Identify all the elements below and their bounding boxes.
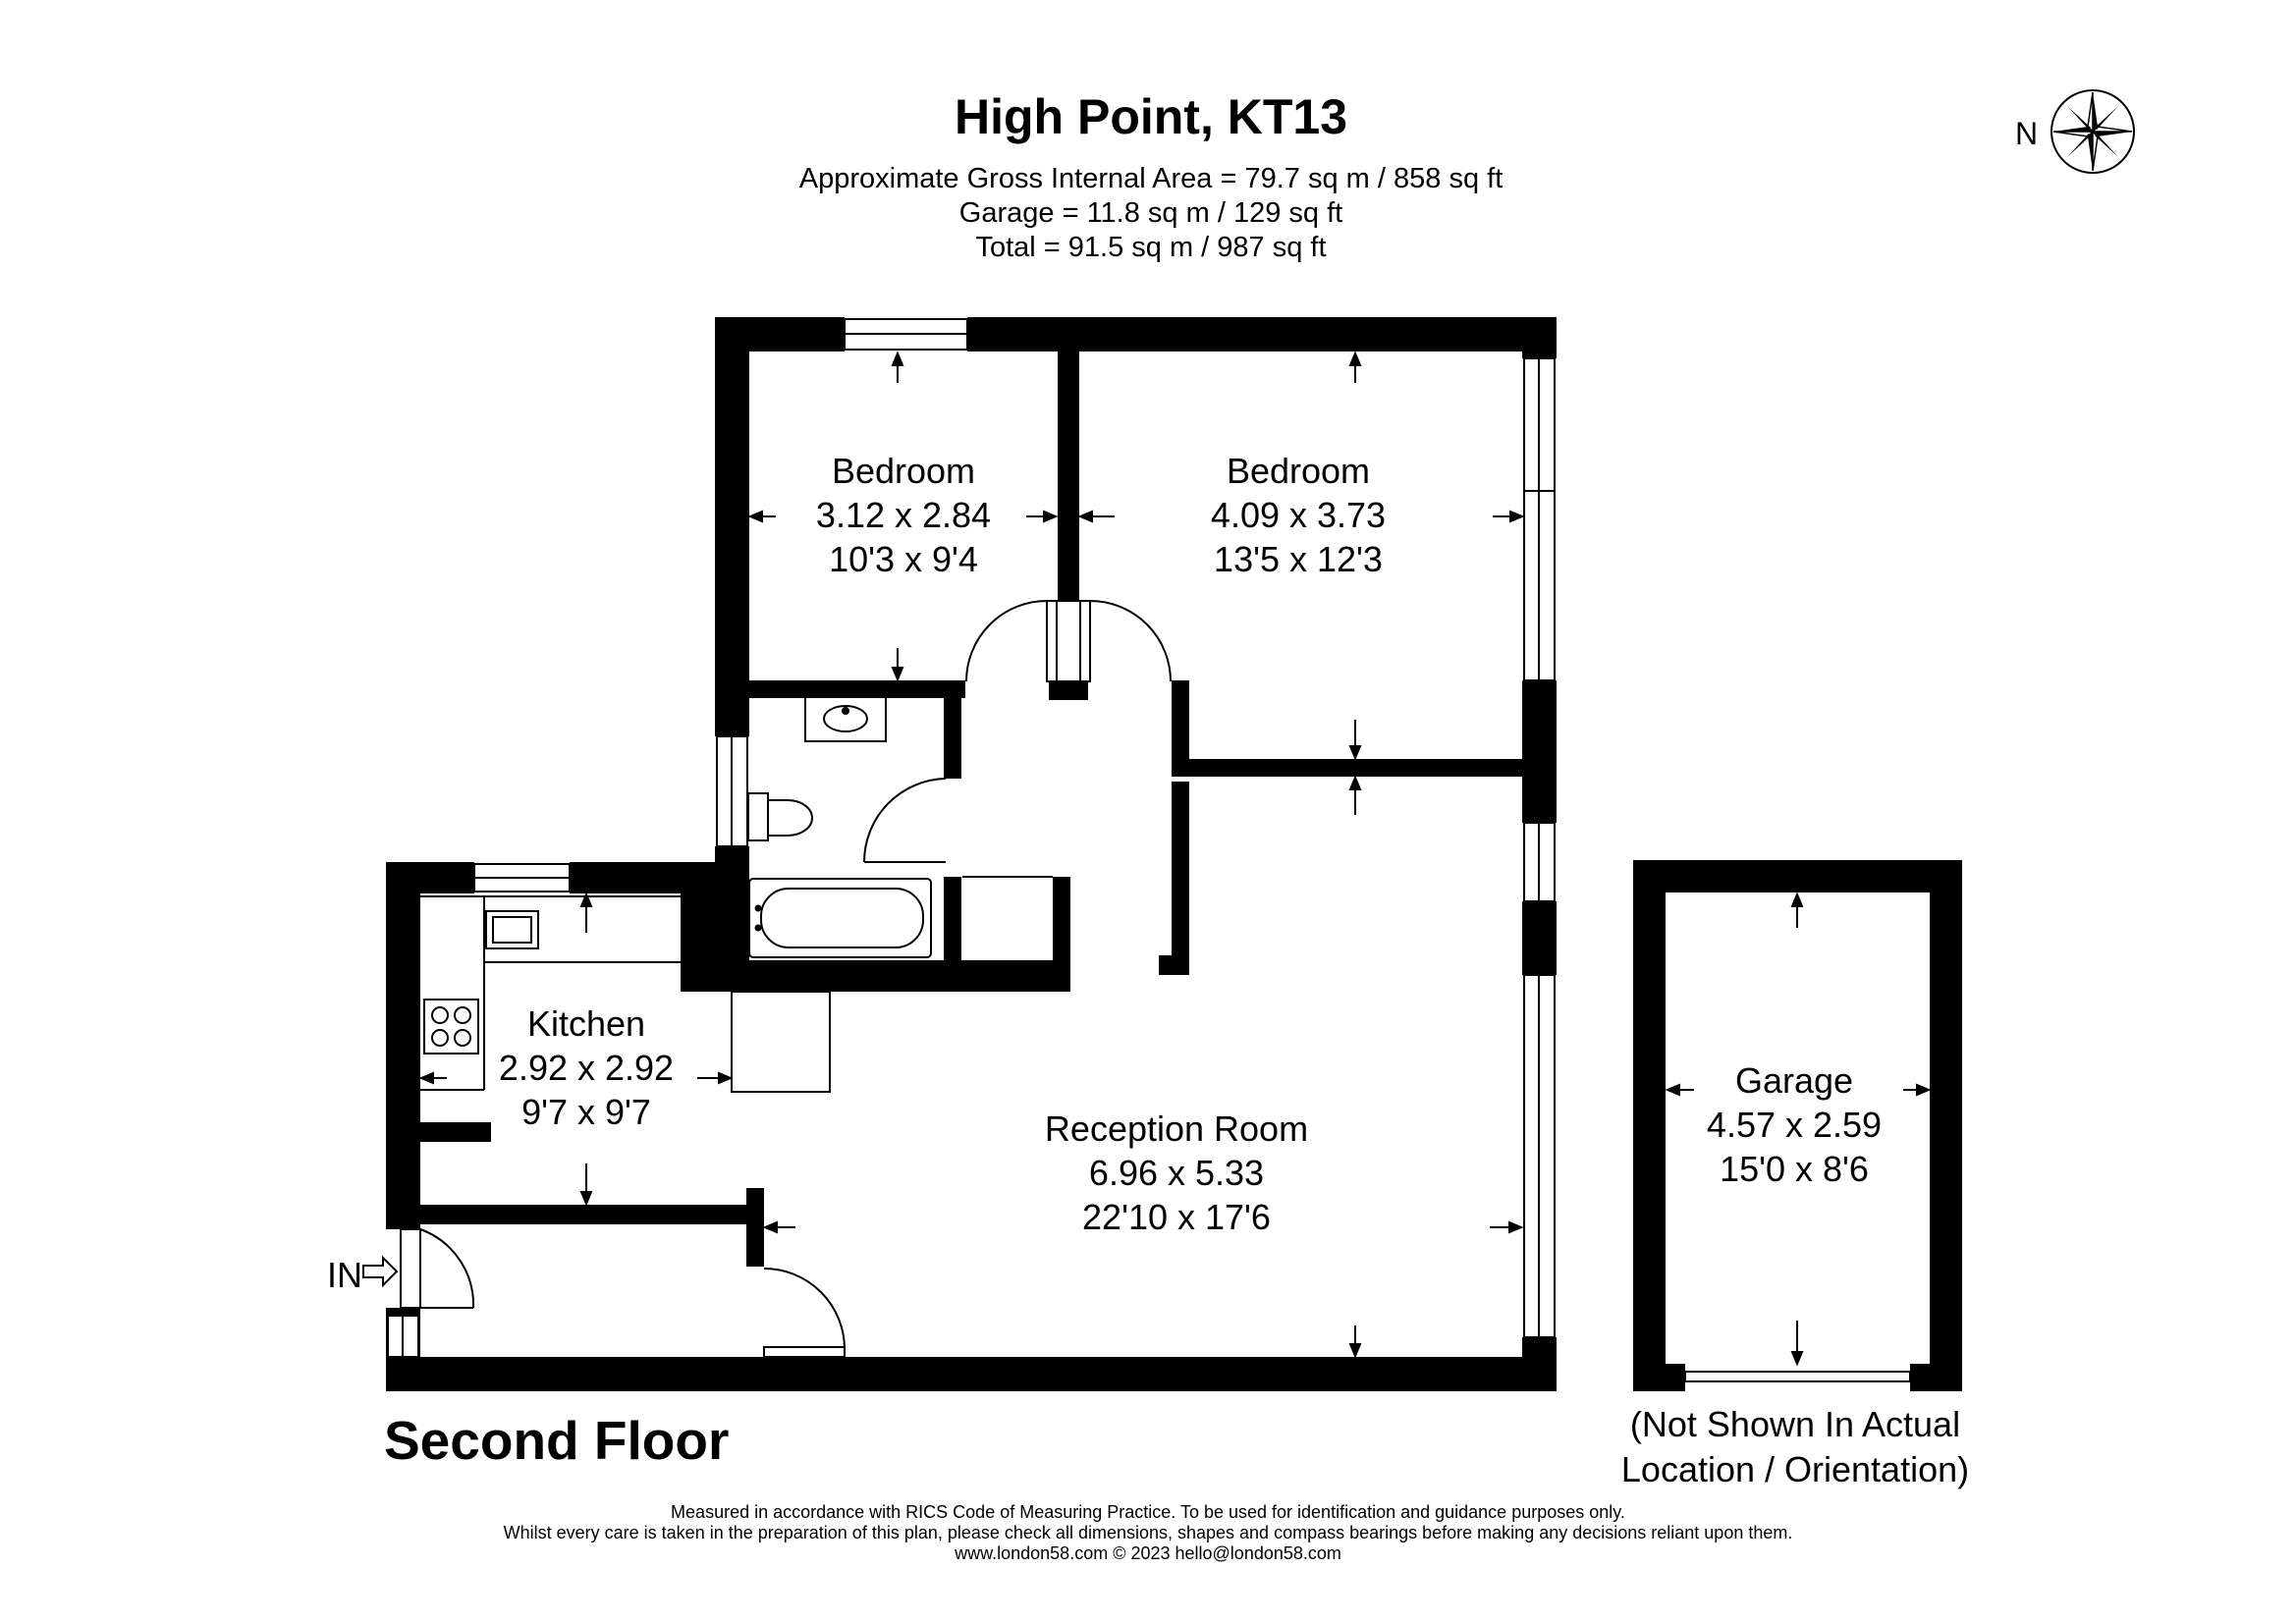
disclaimer-line-1: Measured in accordance with RICS Code of Measuring Practice. To be used for identification and guidance purposes only. bbox=[671, 1502, 1625, 1522]
compass-north-label: N bbox=[2015, 116, 2039, 151]
garage-door bbox=[1685, 1372, 1910, 1381]
disclaimer-footer bbox=[504, 1502, 1793, 1564]
garage-note-line-2: Location / Orientation) bbox=[1620, 1449, 1970, 1489]
room-dimensions-imperial: 13'5 x 12'3 bbox=[1214, 539, 1383, 579]
garage-note-line-1: (Not Shown In Actual bbox=[1629, 1404, 1961, 1444]
total-area: Total = 91.5 sq m / 987 sq ft bbox=[975, 232, 1327, 263]
room-dimensions-metric: 3.12 x 2.84 bbox=[815, 495, 992, 535]
room-dimensions-imperial: 10'3 x 9'4 bbox=[829, 539, 978, 579]
fixtures bbox=[420, 697, 931, 1092]
room-name: Garage bbox=[1734, 1060, 1854, 1101]
room-dimensions-imperial: 9'7 x 9'7 bbox=[521, 1092, 651, 1132]
room-name: Bedroom bbox=[831, 451, 976, 491]
room-label-reception bbox=[1045, 1107, 1308, 1239]
room-label-kitchen bbox=[499, 1001, 674, 1134]
room-dimensions-imperial: 15'0 x 8'6 bbox=[1720, 1149, 1869, 1189]
footer-contact: www.london58.com © 2023 hello@london58.com bbox=[955, 1543, 1341, 1563]
disclaimer-line-2: Whilst every care is taken in the preparation of this plan, please check all dimensions, shapes and compass bearings before making any decisions reliant upon them. bbox=[503, 1523, 1793, 1542]
room-dimensions-metric: 4.57 x 2.59 bbox=[1706, 1105, 1883, 1145]
room-dimensions-metric: 4.09 x 3.73 bbox=[1210, 495, 1387, 535]
room-name: Kitchen bbox=[526, 1003, 646, 1044]
room-name: Bedroom bbox=[1226, 451, 1371, 491]
room-dimensions-metric: 6.96 x 5.33 bbox=[1088, 1153, 1265, 1193]
room-label-garage bbox=[1707, 1058, 1882, 1191]
garage-area: Garage = 11.8 sq m / 129 sq ft bbox=[958, 197, 1343, 229]
entrance-label: IN bbox=[327, 1255, 362, 1295]
plan-title: High Point, KT13 bbox=[955, 89, 1347, 144]
room-label-bedroom-2 bbox=[1211, 449, 1386, 581]
garage-note bbox=[1621, 1402, 1969, 1492]
room-name: Reception Room bbox=[1044, 1108, 1309, 1149]
room-label-bedroom-1 bbox=[816, 449, 991, 581]
gross-internal-area: Approximate Gross Internal Area = 79.7 sq m / 858 sq ft bbox=[798, 163, 1503, 194]
room-dimensions-imperial: 22'10 x 17'6 bbox=[1082, 1197, 1271, 1237]
entrance-arrow-icon bbox=[363, 1258, 397, 1285]
floor-label: Second Floor bbox=[384, 1410, 730, 1471]
room-dimensions-metric: 2.92 x 2.92 bbox=[498, 1048, 675, 1088]
